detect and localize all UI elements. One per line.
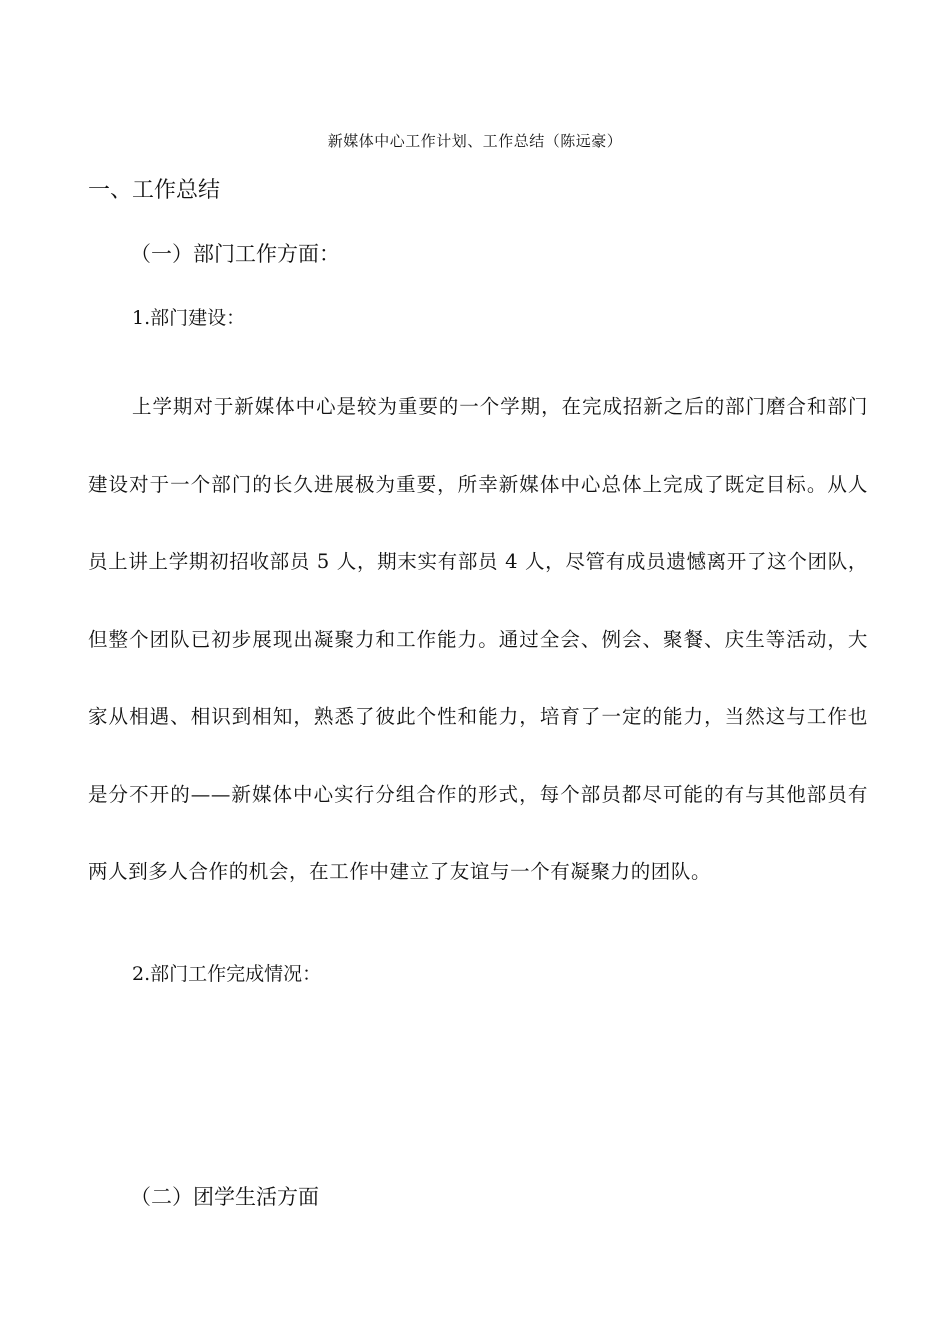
- document-title: 新媒体中心工作计划、工作总结（陈远豪）: [327, 132, 623, 150]
- item-heading-department-building: 1.部门建设：: [132, 307, 246, 329]
- subsection-heading-department-work: （一）部门工作方面：: [130, 242, 340, 266]
- subsection-heading-student-life: （二）团学生活方面: [130, 1185, 319, 1209]
- item-heading-work-completion: 2.部门工作完成情况：: [132, 963, 322, 985]
- body-paragraph-department-building: 上学期对于新媒体中心是较为重要的一个学期，在完成招新之后的部门磨合和部门建设对于一个部门的长久进展极为重要，所幸新媒体中心总体上完成了既定目标。从人员上讲上学期初招收部员 5 人，期末实有部员 4 人，尽管有成员遗憾离开了这个团队，但整个团队已初步展现出凝聚力和工作能力。通过全会、例会、聚餐、庆生等活动，大家从相遇、相识到相知，熟悉了彼此个性和能力，培育了一定的能力，当然这与工作也是分不开的——新媒体中心实行分组合作的形式，每个部员都尽可能的有与其他部员有两人到多人合作的机会，在工作中建立了友谊与一个有凝聚力的团队。: [88, 395, 868, 883]
- section-heading-work-summary: 一、工作总结: [88, 178, 221, 203]
